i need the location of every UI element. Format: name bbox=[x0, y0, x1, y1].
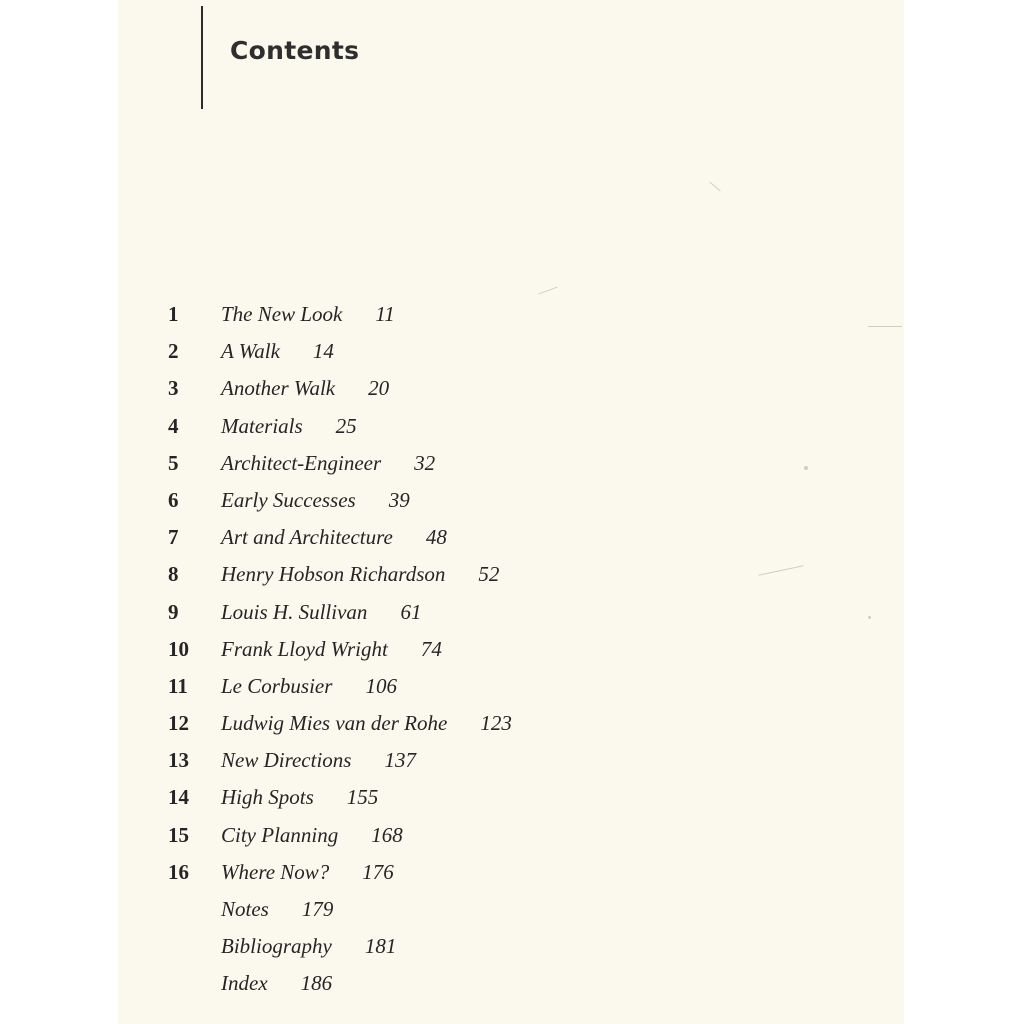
chapter-title: Notes bbox=[221, 897, 269, 921]
chapter-title: City Planning bbox=[221, 822, 339, 847]
page-number: 48 bbox=[425, 525, 447, 550]
page-number: 39 bbox=[388, 487, 410, 512]
toc-entry bbox=[168, 445, 512, 482]
chapter-number: 5 bbox=[168, 450, 179, 475]
toc-entry bbox=[168, 370, 512, 407]
toc-entry bbox=[168, 817, 512, 854]
chapter-title: Ludwig Mies van der Rohe bbox=[221, 711, 448, 736]
toc-entry bbox=[168, 742, 512, 779]
toc-entry bbox=[168, 408, 512, 445]
chapter-number: 16 bbox=[168, 859, 189, 884]
chapter-number: 3 bbox=[168, 376, 179, 401]
chapter-title: Where Now? bbox=[221, 859, 330, 884]
page-number: 11 bbox=[375, 302, 395, 326]
chapter-title: A Walk bbox=[221, 339, 280, 364]
page-number: 137 bbox=[384, 748, 416, 773]
chapter-title: Early Successes bbox=[221, 487, 356, 512]
chapter-title: Materials bbox=[221, 413, 303, 438]
chapter-title: New Directions bbox=[221, 748, 352, 773]
chapter-title: Architect-Engineer bbox=[221, 450, 382, 475]
paper-speck bbox=[709, 182, 720, 192]
chapter-number: 10 bbox=[168, 636, 189, 661]
chapter-title: The New Look bbox=[221, 302, 343, 326]
chapter-title: Another Walk bbox=[221, 376, 336, 401]
chapter-number: 4 bbox=[168, 413, 179, 438]
toc-entry bbox=[168, 891, 512, 928]
chapter-title: Art and Architecture bbox=[221, 525, 393, 550]
toc-entry bbox=[168, 631, 512, 668]
page-number: 20 bbox=[368, 376, 390, 401]
toc-entry bbox=[168, 296, 512, 333]
toc-entry bbox=[168, 928, 512, 965]
page-number: 106 bbox=[365, 673, 397, 698]
chapter-number: 8 bbox=[168, 562, 179, 587]
chapter-number: 6 bbox=[168, 487, 179, 512]
page-number: 186 bbox=[300, 971, 333, 996]
chapter-number: 7 bbox=[168, 525, 179, 550]
page-number: 181 bbox=[364, 934, 397, 959]
chapter-title: Le Corbusier bbox=[221, 673, 333, 698]
table-of-contents bbox=[168, 296, 512, 1003]
page-number: 25 bbox=[335, 413, 357, 438]
toc-entry bbox=[168, 668, 512, 705]
page-number: 179 bbox=[301, 897, 334, 921]
chapter-title: Louis H. Sullivan bbox=[221, 599, 368, 624]
toc-entry bbox=[168, 779, 512, 816]
toc-entry bbox=[168, 705, 512, 742]
chapter-title: Index bbox=[221, 971, 268, 996]
toc-entry bbox=[168, 965, 512, 1002]
chapter-number: 2 bbox=[168, 339, 179, 364]
vertical-rule bbox=[201, 6, 203, 109]
paper-speck bbox=[868, 326, 902, 327]
page-number: 52 bbox=[478, 562, 500, 587]
page-number: 61 bbox=[400, 599, 422, 624]
paper-speck bbox=[538, 287, 557, 295]
paper-speck bbox=[868, 616, 871, 619]
chapter-title: High Spots bbox=[221, 785, 314, 810]
book-page bbox=[118, 0, 904, 1024]
page-number: 155 bbox=[346, 785, 379, 810]
chapter-title: Henry Hobson Richardson bbox=[221, 562, 446, 587]
chapter-number: 1 bbox=[168, 302, 179, 326]
page-number: 176 bbox=[362, 859, 394, 884]
page-number: 14 bbox=[312, 339, 334, 364]
page-number: 123 bbox=[480, 711, 512, 736]
page-number: 168 bbox=[371, 822, 403, 847]
paper-speck bbox=[804, 466, 808, 470]
toc-entry bbox=[168, 854, 512, 891]
toc-entry bbox=[168, 333, 512, 370]
chapter-title: Frank Lloyd Wright bbox=[221, 636, 388, 661]
toc-entry bbox=[168, 556, 512, 593]
chapter-number: 9 bbox=[168, 599, 179, 624]
chapter-number: 13 bbox=[168, 748, 189, 773]
toc-entry bbox=[168, 482, 512, 519]
toc-entry bbox=[168, 519, 512, 556]
chapter-title: Bibliography bbox=[221, 934, 332, 959]
chapter-number: 15 bbox=[168, 822, 189, 847]
page-number: 74 bbox=[420, 636, 442, 661]
chapter-number: 14 bbox=[168, 785, 189, 810]
page-number: 32 bbox=[414, 450, 436, 475]
paper-speck bbox=[758, 565, 803, 576]
page-title: Contents bbox=[230, 36, 360, 65]
chapter-number: 11 bbox=[168, 673, 188, 698]
toc-entry bbox=[168, 594, 512, 631]
chapter-number: 12 bbox=[168, 711, 189, 736]
